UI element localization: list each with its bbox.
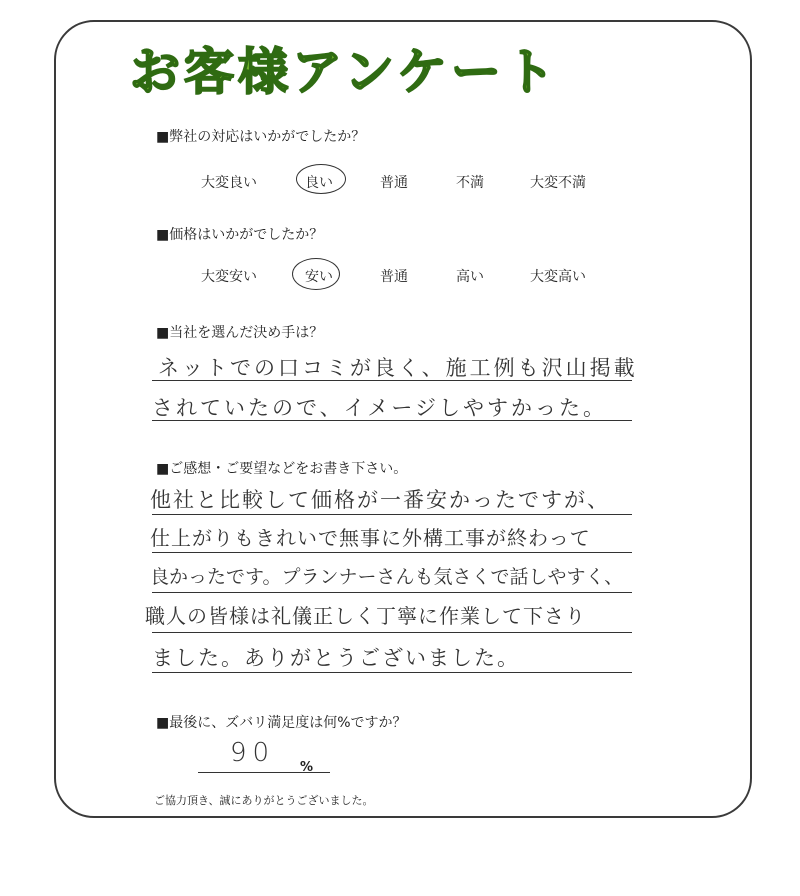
option-service-good: 良い [305, 175, 333, 191]
option-price-normal: 普通 [380, 269, 408, 285]
answer-line [152, 552, 632, 553]
question-comments: ■ご感想・ご要望などをお書き下さい。 [156, 461, 408, 477]
option-service-very-dissatisfied: 大変不満 [530, 175, 586, 191]
answer-line [152, 380, 632, 381]
option-price-cheap: 安い [305, 269, 333, 285]
percent-unit: % [300, 760, 314, 775]
question-satisfaction: ■最後に、ズバリ満足度は何%ですか？ [156, 715, 407, 731]
answer-line [152, 672, 632, 673]
answer-line [152, 514, 632, 515]
option-service-normal: 普通 [380, 175, 408, 191]
answer-line [152, 420, 632, 421]
option-price-very-cheap: 大変安い [201, 269, 257, 285]
handwritten-line: 仕上がりもきれいで無事に外構工事が終わって [150, 526, 591, 550]
footer-thanks: ご協力頂き、誠にありがとうございました。 [154, 794, 374, 807]
handwritten-line: ネットでの口コミが良く、施工例も沢山掲載 [158, 356, 638, 380]
satisfaction-value: 90 [230, 738, 276, 768]
option-service-very-good: 大変良い [201, 175, 257, 191]
question-deciding-factor: ■当社を選んだ決め手は？ [156, 325, 324, 341]
option-price-expensive: 高い [456, 269, 484, 285]
answer-line [152, 632, 632, 633]
answer-line [152, 592, 632, 593]
handwritten-line: 他社と比較して価格が一番安かったですが、 [150, 488, 610, 512]
question-service: ■弊社の対応はいかがでしたか？ [156, 129, 366, 145]
handwritten-line: ました。ありがとうございました。 [152, 646, 520, 670]
handwritten-line: されていたので、イメージしやすかった。 [152, 396, 607, 420]
survey-title: お客様アンケート [130, 43, 559, 101]
handwritten-line: 職人の皆様は礼儀正しく丁寧に作業して下さり [145, 604, 586, 628]
handwritten-line: 良かったです。プランナーさんも気さくで話しやすく、 [150, 566, 624, 588]
question-price: ■価格はいかがでしたか？ [156, 227, 324, 243]
option-service-dissatisfied: 不満 [456, 175, 484, 191]
option-price-very-expensive: 大変高い [530, 269, 586, 285]
